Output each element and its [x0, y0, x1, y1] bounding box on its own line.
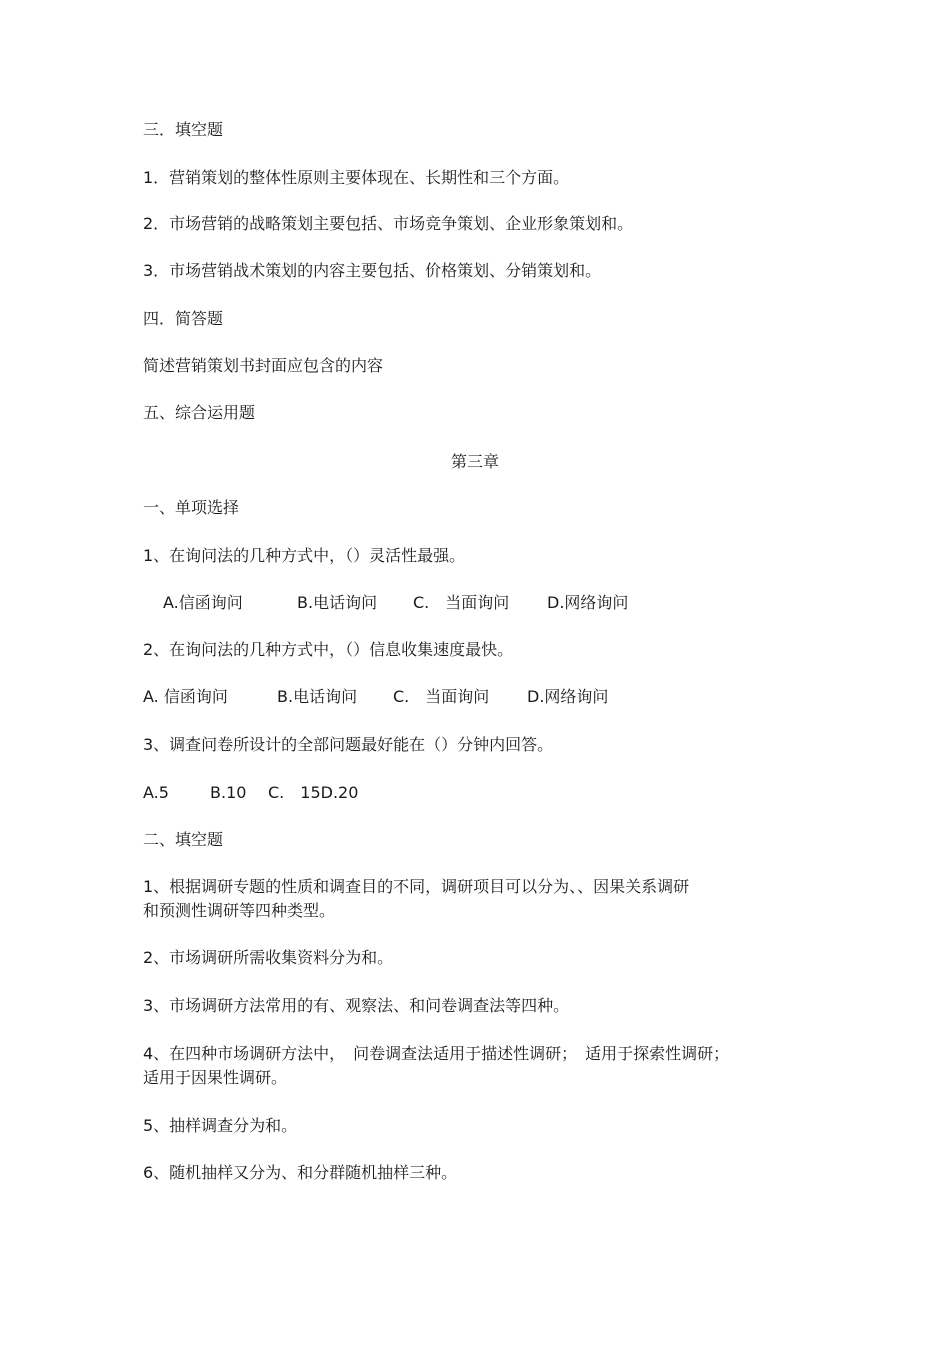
- question-text: 2．市场营销的战略策划主要包括、市场竞争策划、企业形象策划和。: [143, 214, 634, 233]
- question-text: 4、在四种市场调研方法中， 问卷调查法适用于描述性调研； 适用于探索性调研；: [143, 1044, 730, 1063]
- chapter-title: 第三章: [450, 452, 499, 471]
- option: C. 当面询问: [413, 593, 510, 612]
- answer-options: [163, 591, 628, 615]
- option: B.电话询问: [277, 687, 358, 706]
- question-text: 2、市场调研所需收集资料分为和。: [143, 948, 394, 967]
- option: B.电话询问: [297, 593, 378, 612]
- section-title-application: 五、综合运用题: [143, 403, 256, 422]
- question-text: 3、市场调研方法常用的有、观察法、和问卷调查法等四种。: [143, 996, 570, 1015]
- option: C. 当面询问: [393, 687, 490, 706]
- question-text: 1、在询问法的几种方式中，（）灵活性最强。: [143, 546, 466, 565]
- option: A. 信函询问: [143, 687, 228, 706]
- answer-options: [143, 685, 608, 709]
- question-text: 2、在询问法的几种方式中，（）信息收集速度最快。: [143, 640, 514, 659]
- question-text: 5、抽样调查分为和。: [143, 1116, 298, 1135]
- question-text: 1．营销策划的整体性原则主要体现在、长期性和三个方面。: [143, 168, 570, 187]
- question-text: 1、根据调研专题的性质和调查目的不同，调研项目可以分为、、因果关系调研: [143, 877, 690, 896]
- option: C. 15D.20: [268, 783, 359, 802]
- answer-options: [143, 781, 358, 805]
- question-text: 简述营销策划书封面应包含的内容: [143, 356, 384, 375]
- section-title-fill-blank: 三．填空题: [143, 120, 224, 139]
- section-title-fill-blank: 二、填空题: [143, 830, 224, 849]
- option: A.信函询问: [163, 593, 243, 612]
- option: A.5: [143, 783, 169, 802]
- option: B.10: [210, 783, 247, 802]
- option: D.网络询问: [547, 593, 629, 612]
- section-title-single-choice: 一、单项选择: [143, 498, 240, 517]
- section-title-short-answer: 四．简答题: [143, 309, 224, 328]
- question-text: 6、随机抽样又分为、和分群随机抽样三种。: [143, 1163, 458, 1182]
- question-text: 3、调查问卷所设计的全部问题最好能在（）分钟内回答。: [143, 735, 554, 754]
- question-text-continued: 适用于因果性调研。: [143, 1068, 288, 1087]
- question-text: 3．市场营销战术策划的内容主要包括、价格策划、分销策划和。: [143, 261, 602, 280]
- option: D.网络询问: [527, 687, 609, 706]
- question-text-continued: 和预测性调研等四种类型。: [143, 901, 336, 920]
